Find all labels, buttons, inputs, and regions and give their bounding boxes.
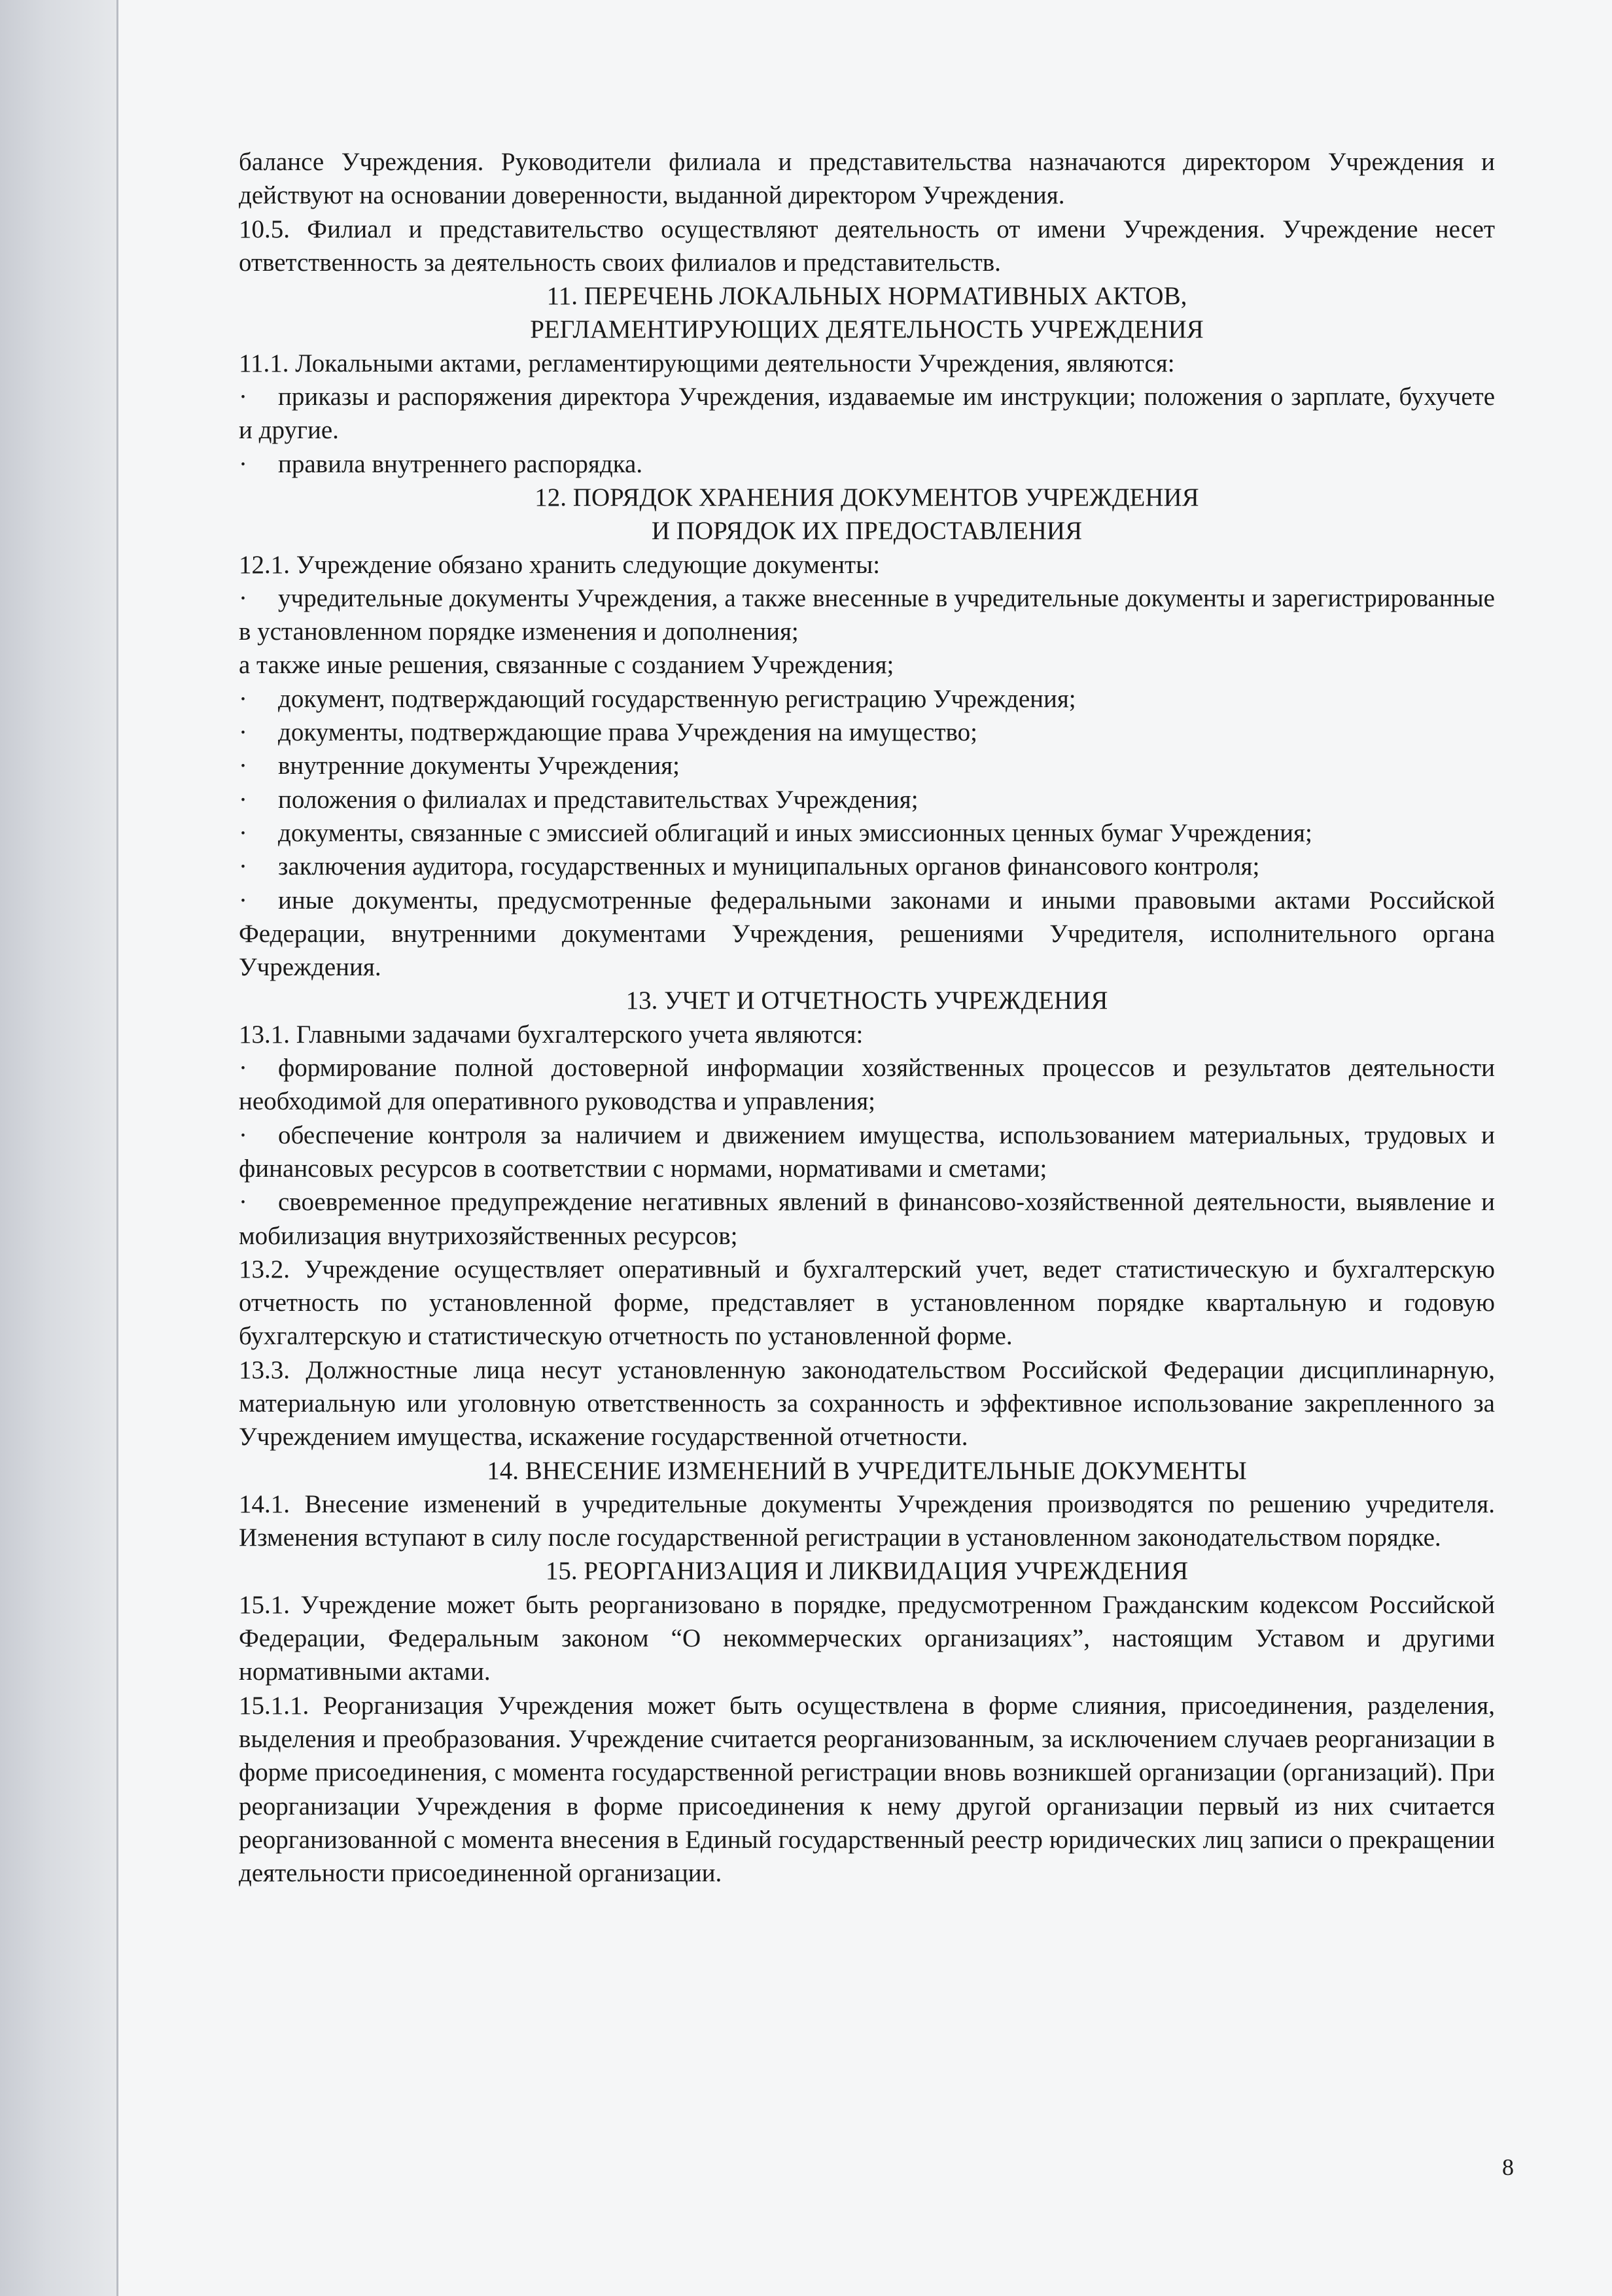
paragraph: 13.1. Главными задачами бухгалтерского учета являются: [239, 1020, 864, 1049]
bullet-dot: · [239, 818, 247, 847]
bullet-text: внутренние документы Учреждения; [278, 752, 680, 780]
bullet-text: своевременное предупреждение негативных явлений в финансово-хозяйственной деятельности, выявление и мобилизация внутрихозяйственных ресурсов; [239, 1188, 1495, 1250]
section-heading: 11. ПЕРЕЧЕНЬ ЛОКАЛЬНЫХ НОРМАТИВНЫХ АКТОВ, [546, 282, 1187, 311]
bullet-item [239, 1051, 1495, 1119]
section-heading: И ПОРЯДОК ИХ ПРЕДОСТАВЛЕНИЯ [651, 517, 1083, 546]
bullet-text: формирование полной достоверной информации хозяйственных процессов и результатов деятельности необходимой для оперативного руководства и управления; [239, 1054, 1495, 1116]
bullet-item [239, 447, 1495, 481]
bullet-dot: · [239, 583, 247, 612]
bullet-item [239, 749, 1495, 782]
bullet-dot: · [239, 1121, 247, 1149]
section-heading: 12. ПОРЯДОК ХРАНЕНИЯ ДОКУМЕНТОВ УЧРЕЖДЕНИЯ [534, 483, 1199, 512]
bullet-text: обеспечение контроля за наличием и движением имущества, использованием материальных, трудовых и финансовых ресурсов в соответствии с нормами, нормативами и сметами; [239, 1121, 1495, 1183]
bullet-text: заключения аудитора, государственных и муниципальных органов финансового контроля; [278, 852, 1260, 881]
bullet-item [239, 380, 1495, 447]
paragraph: 12.1. Учреждение обязано хранить следующие документы: [239, 550, 881, 579]
bullet-text: документы, подтверждающие права Учреждения на имущество; [278, 718, 977, 747]
bullet-dot: · [239, 886, 247, 914]
bullet-text: приказы и распоряжения директора Учреждения, издаваемые им инструкции; положения о зарплате, бухучете и другие. [239, 383, 1495, 445]
paragraph: а также иные решения, связанные с созданием Учреждения; [239, 651, 894, 680]
section-heading: РЕГЛАМЕНТИРУЮЩИХ ДЕЯТЕЛЬНОСТЬ УЧРЕЖДЕНИЯ [530, 315, 1204, 344]
document-body [239, 145, 1495, 1890]
bullet-dot: · [239, 1188, 247, 1217]
bullet-dot: · [239, 1054, 247, 1083]
bullet-dot: · [239, 383, 247, 411]
bullet-text: положения о филиалах и представительствах Учреждения; [278, 785, 919, 814]
bullet-dot: · [239, 752, 247, 780]
bullet-dot: · [239, 718, 247, 747]
bullet-item [239, 716, 1495, 749]
scan-edge-shadow [0, 0, 118, 2296]
paragraph: 11.1. Локальными актами, регламентирующими деятельности Учреждения, являются: [239, 349, 1175, 377]
bullet-dot: · [239, 449, 247, 478]
bullet-item [239, 682, 1495, 716]
bullet-item [239, 816, 1495, 850]
bullet-item [239, 582, 1495, 649]
bullet-text: учредительные документы Учреждения, а также внесенные в учредительные документы и зарегистрированные в установленном порядке изменения и дополнения; [239, 583, 1495, 646]
bullet-item [239, 1119, 1495, 1186]
section-heading: 14. ВНЕСЕНИЕ ИЗМЕНЕНИЙ В УЧРЕДИТЕЛЬНЫЕ ДОКУМЕНТЫ [487, 1456, 1247, 1485]
bullet-item [239, 1185, 1495, 1253]
bullet-dot: · [239, 852, 247, 881]
page-number: 8 [1502, 2154, 1514, 2180]
paragraph: 13.2. Учреждение осуществляет оперативный и бухгалтерский учет, ведет статистическую и бухгалтерскую отчетность по установленной форме, представляет в установленном порядке квартальную и годовую бухгалтерскую и статистическую отчетность по установленной форме. [239, 1255, 1495, 1351]
paragraph: 14.1. Внесение изменений в учредительные документы Учреждения производятся по решению учредителя. Изменения вступают в силу после государственной регистрации в установленном законодательством порядке. [239, 1489, 1495, 1552]
paragraph: 13.3. Должностные лица несут установленную законодательством Российской Федерации дисциплинарную, материальную или уголовную ответственность за сохранность и эффективное использование закрепленного за Учреждением имущества, искажение государственной отчетности. [239, 1355, 1495, 1452]
bullet-item [239, 884, 1495, 984]
bullet-text: документы, связанные с эмиссией облигаций и иных эмиссионных ценных бумаг Учреждения; [278, 818, 1312, 847]
bullet-item [239, 783, 1495, 816]
paragraph: балансе Учреждения. Руководители филиала и представительства назначаются директором Учреждения и действуют на основании доверенности, выданной директором Учреждения. [239, 148, 1495, 210]
section-heading: 13. УЧЕТ И ОТЧЕТНОСТЬ УЧРЕЖДЕНИЯ [625, 986, 1108, 1015]
paragraph: 10.5. Филиал и представительство осуществляют деятельность от имени Учреждения. Учреждение несет ответственность за деятельность своих филиалов и представительств. [239, 215, 1495, 277]
bullet-dot: · [239, 684, 247, 713]
paragraph: 15.1.1. Реорганизация Учреждения может быть осуществлена в форме слияния, присоединения, разделения, выделения и преобразования. Учреждение считается реорганизованным, за исключением случаев реорганизации в форме присоединения, с момента государственной регистрации вновь возникшей организации (организаций). При реорганизации Учреждения в форме присоединения к нему другой организации первый из них считается реорганизованной с момента внесения в Единый государственный реестр юридических лиц записи о прекращении деятельности присоединенной организации. [239, 1691, 1495, 1888]
bullet-item [239, 850, 1495, 883]
bullet-text: иные документы, предусмотренные федеральными законами и иными правовыми актами Российской Федерации, внутренними документами Учреждения, решениями Учредителя, исполнительного органа Учреждения. [239, 886, 1495, 982]
bullet-text: правила внутреннего распорядка. [278, 449, 643, 478]
section-heading: 15. РЕОРГАНИЗАЦИЯ И ЛИКВИДАЦИЯ УЧРЕЖДЕНИЯ [545, 1557, 1189, 1586]
bullet-text: документ, подтверждающий государственную регистрацию Учреждения; [278, 684, 1076, 713]
bullet-dot: · [239, 785, 247, 814]
paragraph: 15.1. Учреждение может быть реорганизовано в порядке, предусмотренном Гражданским кодексом Российской Федерации, Федеральным законом “О некоммерческих организациях”, настоящим Уставом и другими нормативными актами. [239, 1590, 1495, 1686]
